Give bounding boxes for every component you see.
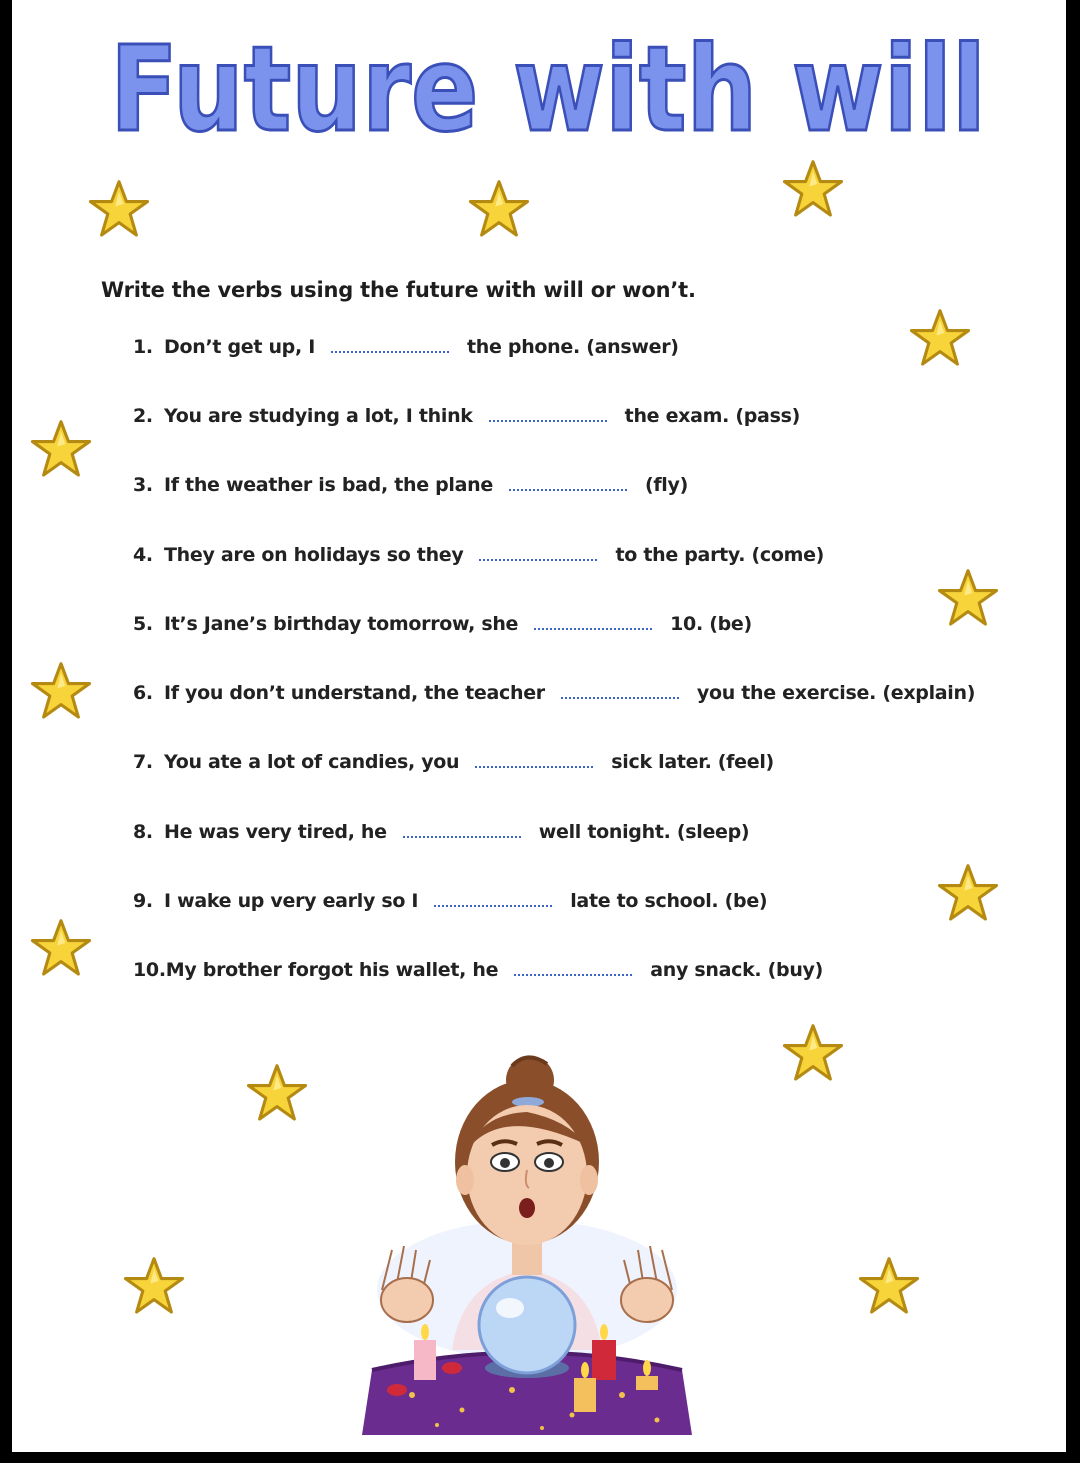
answer-blank[interactable] <box>331 349 449 353</box>
item-text-before: I wake up very early so I <box>164 890 419 912</box>
item-text-after: you the exercise. (explain) <box>696 682 976 704</box>
exercise-item-3 <box>133 470 688 500</box>
answer-blank[interactable] <box>561 695 679 699</box>
item-text-before: He was very tired, he <box>164 821 387 843</box>
item-text-before: My brother forgot his wallet, he <box>165 959 499 981</box>
item-number: 1. <box>133 336 153 358</box>
item-number: 4. <box>133 544 153 566</box>
item-text-after: well tonight. (sleep) <box>538 821 750 843</box>
item-text-after: late to school. (be) <box>570 890 768 912</box>
exercise-item-6 <box>133 678 975 708</box>
star-icon <box>30 418 92 480</box>
star-icon <box>782 158 844 220</box>
star-icon <box>858 1255 920 1317</box>
item-number: 5. <box>133 613 153 635</box>
item-text-after: sick later. (feel) <box>611 751 774 773</box>
answer-blank[interactable] <box>434 903 552 907</box>
star-icon <box>782 1022 844 1084</box>
item-number: 10. <box>133 959 166 981</box>
star-icon <box>937 567 999 629</box>
star-icon <box>30 917 92 979</box>
star-icon <box>937 862 999 924</box>
item-number: 8. <box>133 821 153 843</box>
exercise-item-8 <box>133 817 749 847</box>
exercise-item-9 <box>133 886 767 916</box>
exercise-item-2 <box>133 401 800 431</box>
item-text-after: 10. (be) <box>670 613 752 635</box>
screen-bottom-edge <box>0 1452 1080 1463</box>
instruction-text: Write the verbs using the future with will or won’t. <box>101 278 696 302</box>
item-text-before: Don’t get up, I <box>164 336 315 358</box>
star-icon <box>30 660 92 722</box>
item-number: 3. <box>133 474 153 496</box>
item-text-before: It’s Jane’s birthday tomorrow, she <box>164 613 519 635</box>
star-icon <box>246 1062 308 1124</box>
star-icon <box>468 178 530 240</box>
answer-blank[interactable] <box>489 418 607 422</box>
exercise-item-10 <box>133 955 823 985</box>
answer-blank[interactable] <box>475 764 593 768</box>
item-number: 6. <box>133 682 153 704</box>
item-text-before: They are on holidays so they <box>164 544 464 566</box>
star-icon <box>123 1255 185 1317</box>
answer-blank[interactable] <box>479 557 597 561</box>
answer-blank[interactable] <box>403 834 521 838</box>
fortune-teller-avatar <box>352 1050 702 1440</box>
item-number: 7. <box>133 751 153 773</box>
answer-blank[interactable] <box>509 487 627 491</box>
item-text-before: If you don’t understand, the teacher <box>164 682 545 704</box>
item-text-after: (fly) <box>644 474 688 496</box>
item-text-before: If the weather is bad, the plane <box>164 474 493 496</box>
item-text-after: the phone. (answer) <box>466 336 679 358</box>
answer-blank[interactable] <box>514 972 632 976</box>
answer-blank[interactable] <box>534 626 652 630</box>
star-icon <box>88 178 150 240</box>
item-text-after: any snack. (buy) <box>650 959 824 981</box>
star-icon <box>909 307 971 369</box>
worksheet-page <box>12 0 1066 1452</box>
title-text: Future with will <box>110 20 986 158</box>
item-text-after: to the party. (come) <box>615 544 825 566</box>
item-text-before: You are studying a lot, I think <box>164 405 473 427</box>
exercise-item-7 <box>133 747 774 777</box>
exercise-item-5 <box>133 609 752 639</box>
exercise-item-1 <box>133 332 679 362</box>
item-number: 2. <box>133 405 153 427</box>
item-text-before: You ate a lot of candies, you <box>164 751 460 773</box>
item-number: 9. <box>133 890 153 912</box>
item-text-after: the exam. (pass) <box>624 405 800 427</box>
exercise-item-4 <box>133 540 824 570</box>
